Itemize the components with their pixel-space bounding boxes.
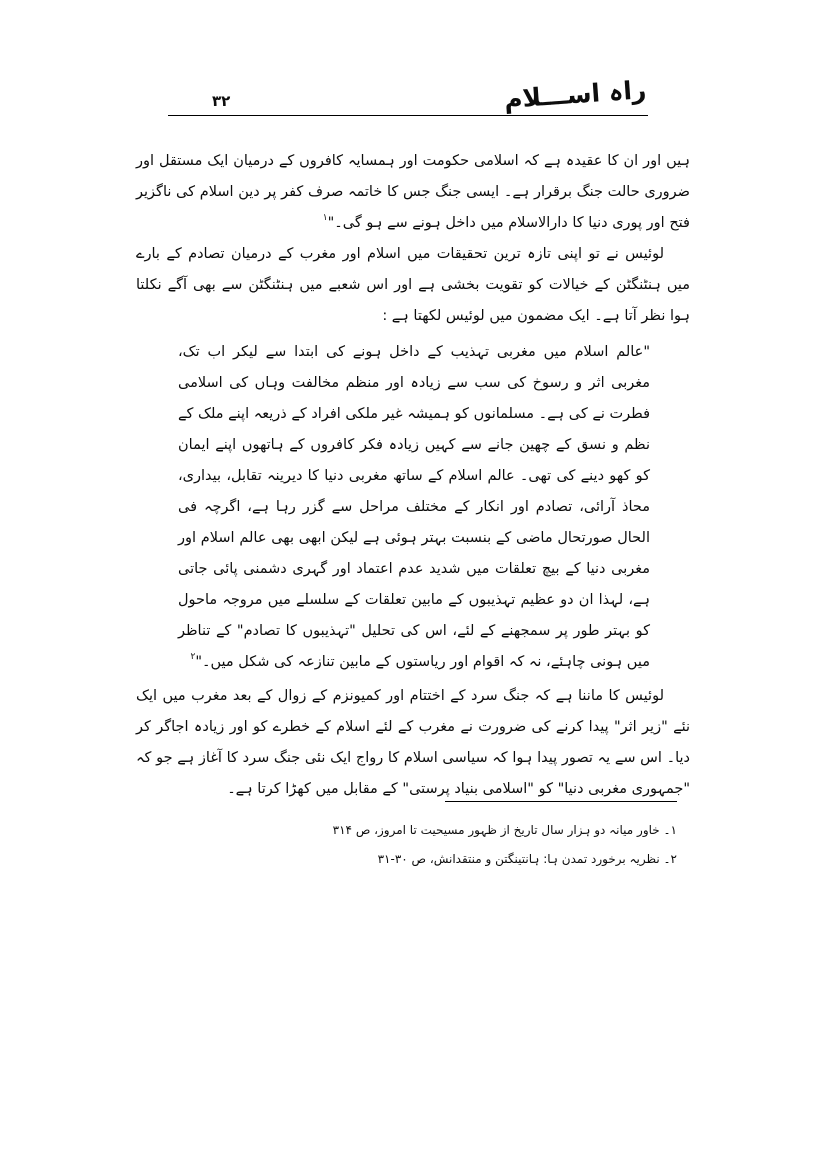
paragraph [136, 239, 690, 332]
paragraph-continuation [136, 146, 690, 239]
quote-text: "عالم اسلام میں مغربی تہذیب کے داخل ہونے کی ابتدا سے لیکر اب تک، مغربی اثر و رسوخ کی سب سے زیادہ اور منظم مخالفت وہاں کی اسلامی فطرت نے کی ہے۔ مسلمانوں کو ہمیشہ غیر ملکی افراد کے ذریعہ اپنے ملک کے نظم و نسق کے چھین جانے سے کہیں زیادہ فکر کافروں کے ہاتھوں اپنے ایمان کو کھو دینے کی تھی۔ عالم اسلام کے ساتھ مغربی دنیا کا دیرینہ تقابل، بیداری، محاذ آرائی، تصادم اور انکار کے مختلف مراحل سے گزر رہا ہے، اگرچہ فی الحال صورتحال ماضی کے بنسبت بہتر ہوئی ہے لیکن ابھی بھی عالم اسلام اور مغربی دنیا کے بیچ تعلقات میں شدید عدم اعتماد اور گہری دشمنی پائی جاتی ہے، لہذا ان دو عظیم تہذیبوں کے مابین تعلقات کے سلسلے میں مروجہ ماحول کو بہتر طور پر سمجھنے کے لئے، اس کی تحلیل "تہذیبوں کا تصادم" کے تناظر میں ہونی چاہئے، نہ کہ اقوام اور ریاستوں کے مابین تنازعہ کی شکل میں۔" [178, 344, 650, 670]
book-title: راہ اســـلام [502, 75, 647, 114]
page-number: ۳۲ [212, 92, 231, 110]
page-header [168, 75, 648, 116]
footnote-1: ۱۔ خاور میانہ دو ہزار سال تاریخ از ظہور مسیحیت تا امروز، ص ۳۱۴ [332, 823, 677, 837]
body-text [136, 146, 690, 805]
paragraph-text: لوئیس کا ماننا ہے کہ جنگ سرد کے اختتام اور کمیونزم کے زوال کے بعد مغرب میں ایک نئے "زیر اثر" پیدا کرنے کی ضرورت نے مغرب کے لئے اسلام کے خطرے کو اور زیادہ اجاگر کر دیا۔ اس سے یہ تصور پیدا ہوا کہ سیاسی اسلام کا رواج ایک نئی جنگ سرد کا آغاز ہے جو کہ "جمہوری مغربی دنیا" کو "اسلامی بنیاد پرستی" کے مقابل میں کھڑا کرتا ہے۔ [136, 688, 690, 797]
footnote-divider [445, 801, 677, 802]
footnote-2: ۲۔ نظریہ برخورد تمدن ہا: ہانتینگتن و منتقدانش، ص ۳۰-۳۱ [377, 852, 677, 866]
header-divider [168, 115, 648, 116]
paragraph [136, 681, 690, 805]
footnote-ref-1: ۱ [322, 213, 328, 223]
quote-block [178, 337, 650, 678]
footnotes-section [137, 801, 677, 874]
paragraph-text: لوئیس نے تو اپنی تازہ ترین تحقیقات میں اسلام اور مغرب کے درمیان تصادم کے بارے میں ہنٹنگٹن کے خیالات کو تقویت بخشی ہے اور اس شعبے میں ہنٹنگٹن سے بھی آگے نکلتا ہوا نظر آتا ہے۔ ایک مضمون میں لوئیس لکھتا ہے : [136, 246, 690, 324]
paragraph-text: ہیں اور ان کا عقیدہ ہے کہ اسلامی حکومت اور ہمسایہ کافروں کے درمیان ایک مستقل اور ضروری حالت جنگ برقرار ہے۔ ایسی جنگ جس کا خاتمہ صرف کفر پر دین اسلام کی ناگزیر فتح اور پوری دنیا کا دارالاسلام میں داخل ہونے سے ہو گی۔" [136, 153, 690, 231]
footnote-ref-2: ۲ [190, 652, 196, 662]
